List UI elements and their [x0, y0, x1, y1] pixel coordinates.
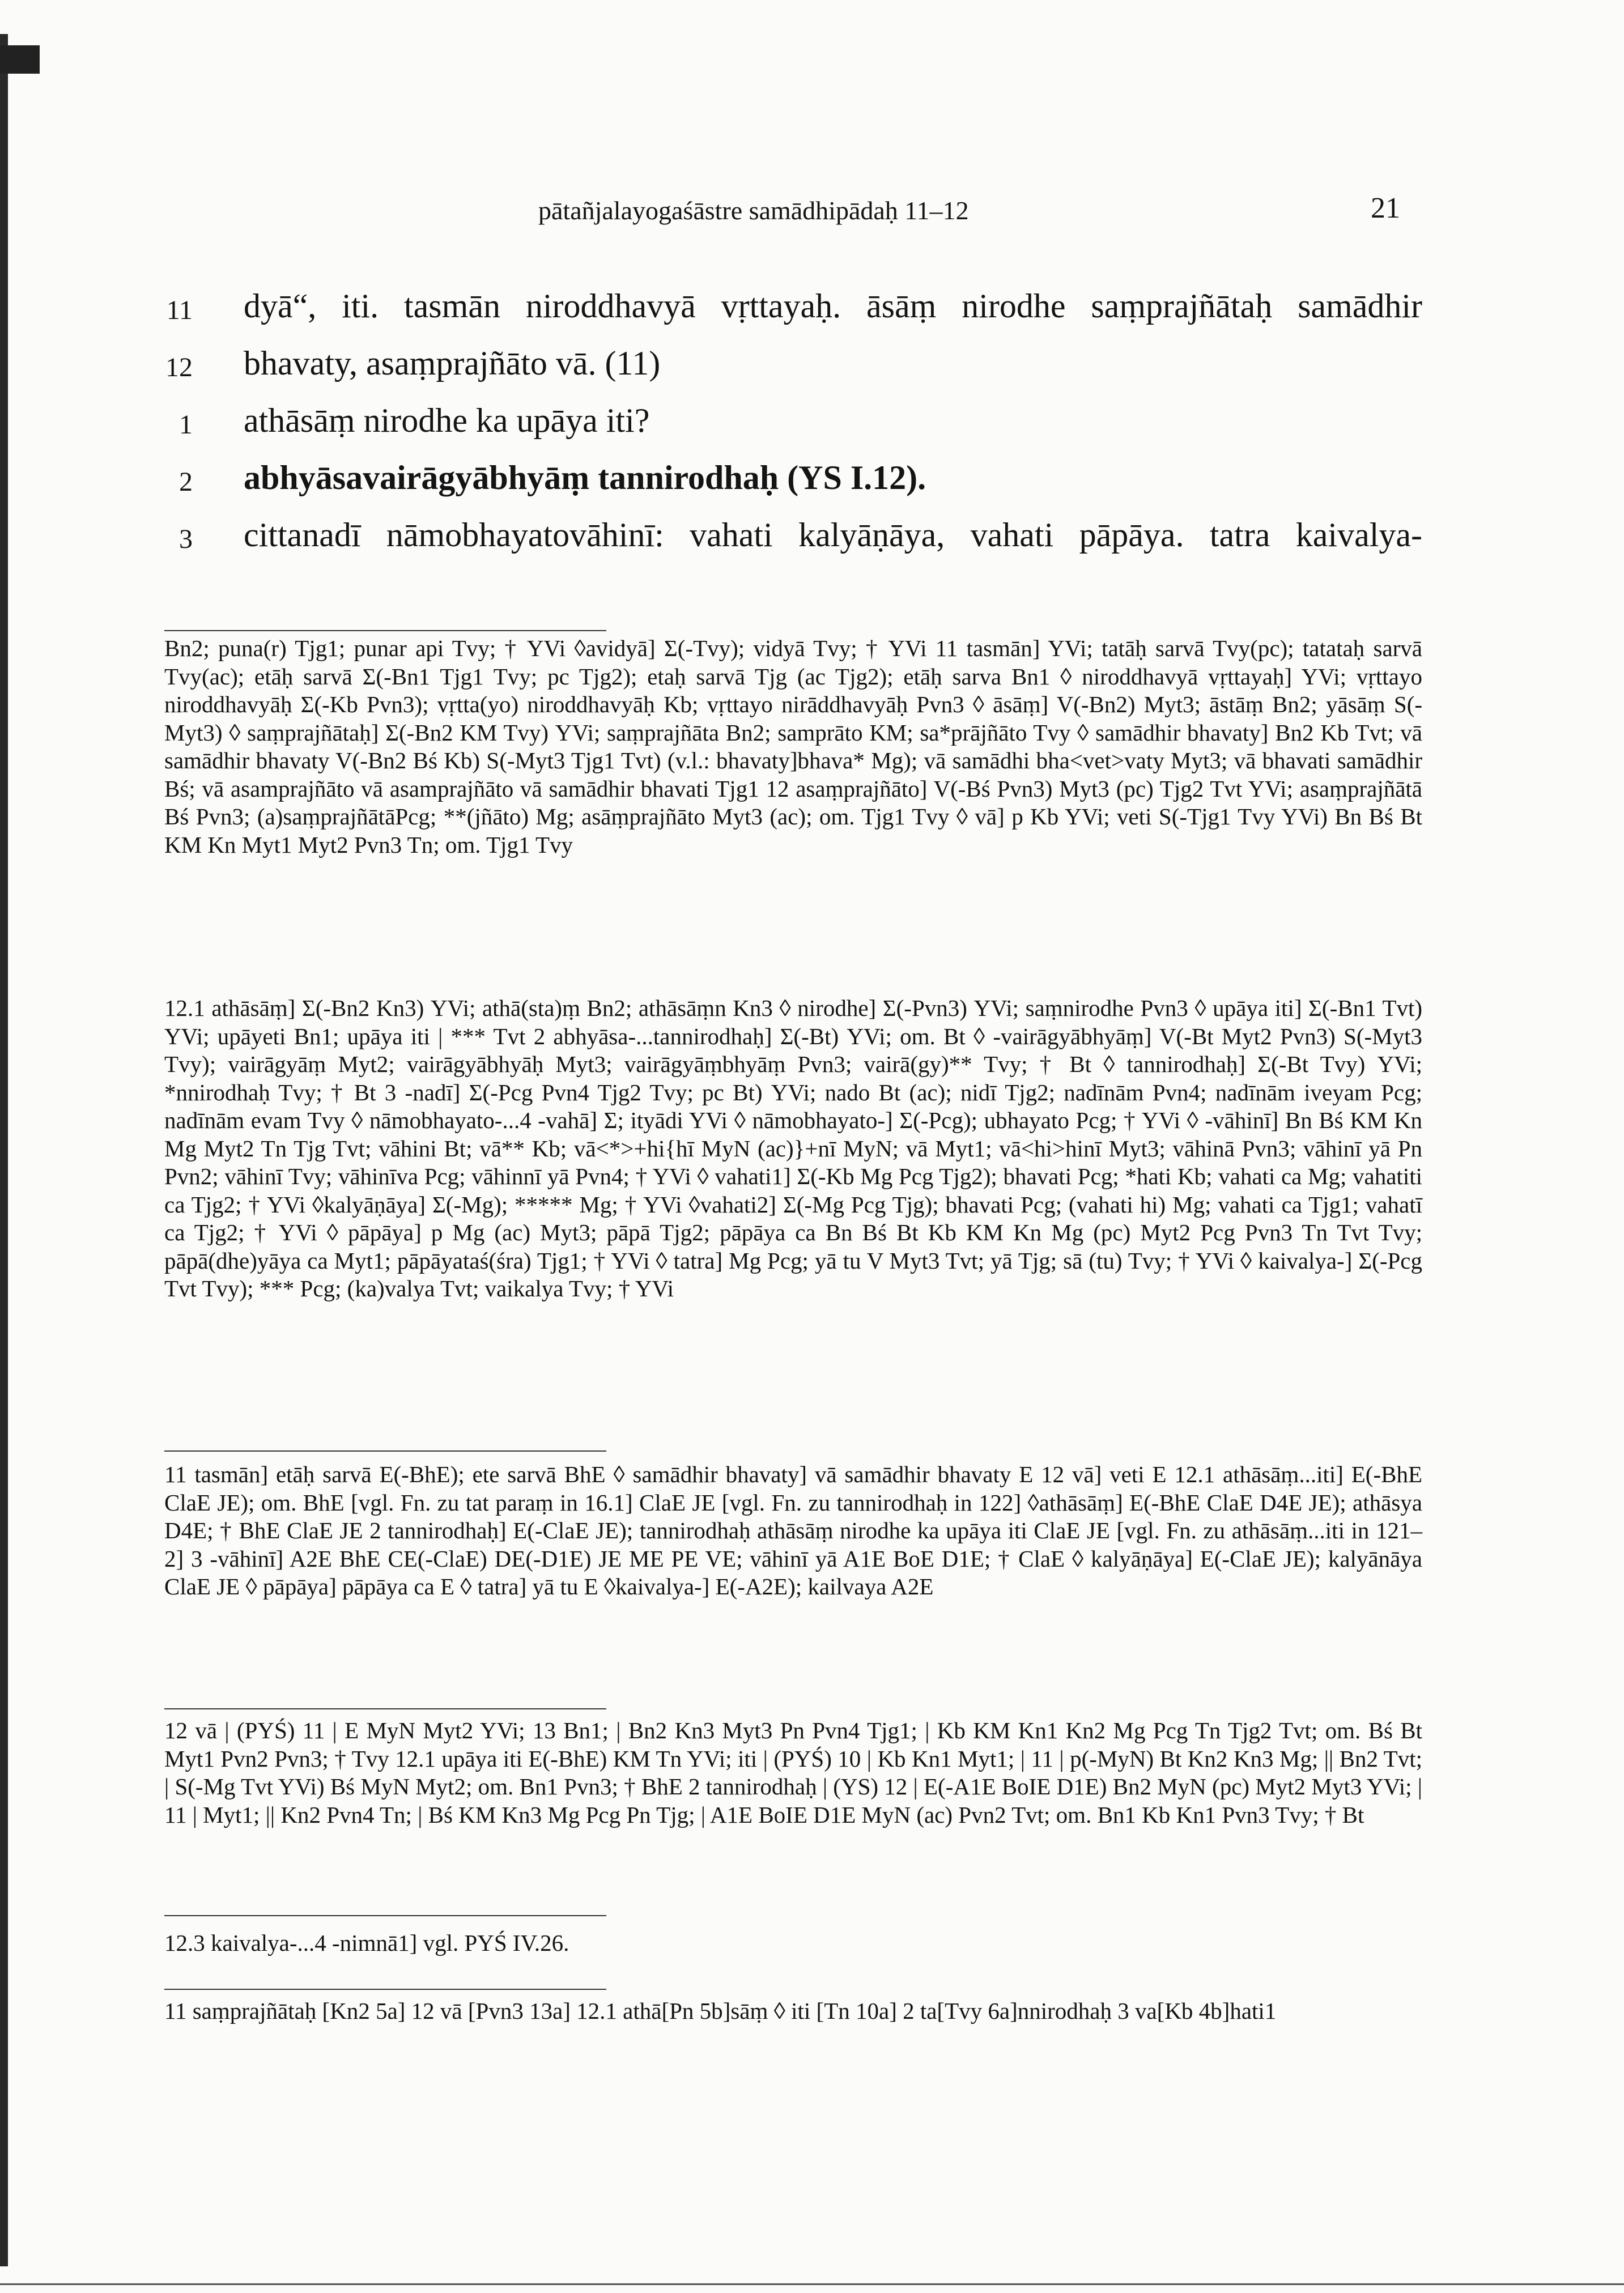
line-number: 3: [179, 524, 193, 554]
apparatus-rule: [164, 1915, 606, 1916]
scan-binding-notch: [0, 45, 40, 74]
apparatus-testimonia: [164, 1929, 1422, 1958]
line-content: dyā“, iti. tasmān niroddhavyā vṛttayaḥ. āsāṃ nirodhe saṃprajñātaḥ samādhir: [244, 287, 1422, 325]
text-line: [159, 401, 1422, 458]
page-number: 21: [1371, 192, 1400, 224]
apparatus-rule: [164, 1989, 606, 1990]
apparatus-text: 12 vā | (PYŚ) 11 | E MyN Myt2 YVi; 13 Bn1; | Bn2 Kn3 Myt3 Pn Pvn4 Tjg1; | Kb KM Kn1 Kn2 Mg Pcg Tn Tjg2 Tvt; om. Bś Bt Myt1 Pvn2 Pvn3; † Tvy 12.1 upāya iti E(-BhE) KM Tn YVi; iti | (PYŚ) 10 | Kb Kn1 Myt1; | 11 | p(-MyN) Bt Kn2 Kn3 Mg; || Bn2 Tvt; | S(-Mg Tvt YVi) Bś MyN Myt2; om. Bn1 Pvn3; † BhE 2 tannirodhaḥ | (YS) 12 | E(-A1E BoIE D1E) Bn2 MyN (pc) Myt2 Myt3 YVi; | 11 | Myt1; || Kn2 Pvn4 Tn; | Bś KM Kn3 Mg Pcg Pn Tjg; | A1E BoIE D1E MyN (ac) Pvn2 Tvt; om. Bn1 Kb Kn1 Pvn3 Tvy; † Bt: [164, 1717, 1422, 1828]
line-content: bhavaty, asaṃprajñāto vā. (11): [244, 344, 661, 382]
apparatus-text: 12.1 athāsāṃ] Σ(-Bn2 Kn3) YVi; athā(sta)ṃ Bn2; athāsāṃn Kn3 ◊ nirodhe] Σ(-Pvn3) YVi; saṃnirodhe Pvn3 ◊ upāya iti] Σ(-Bn1 Tvt) YVi; upāyeti Bn1; upāya iti | *** Tvt 2 abhyāsa-...tannirodhaḥ] Σ(-Bt) YVi; om. Bt ◊ -vairāgyābhyāṃ] V(-Bt Myt2 Pvn3) S(-Myt3 Tvy); vairāgyāṃ Myt2; vairāgyābhyāḥ Myt3; vairāgyāṃbhyāṃ Pvn3; vairā(gy)** Tvy; † Bt ◊ tannirodhaḥ] Σ(-Bt Tvy) YVi; *nnirodhaḥ Tvy; † Bt 3 -nadī] Σ(-Pcg Pvn4 Tjg2 Tvy; pc Bt) YVi; nado Bt (ac); nidī Tjg2; nadīnām Pvn4; nadīnām iveyam Pcg; nadīnām evam Tvy ◊ nāmobhayato-...4 -vahā] Σ; ityādi YVi ◊ nāmobhayato-] Σ(-Pcg); ubhayato Pcg; † YVi ◊ -vāhinī] Bn Bś KM Kn Mg Myt2 Tn Tjg Tvt; vāhini Bt; vā** Kb; vā<*>+hi{hī MyN (ac)}+nī MyN; vā Myt1; vā<hi>hinī Myt3; vāhinā Pvn3; vāhinī yā Pn Pvn2; vāhinī Tvy; vāhinīva Pcg; vāhinnī yā Pvn4; † YVi ◊ vahati1] Σ(-Kb Mg Pcg Tjg2); bhavati Pcg; *hati Kb; vahati ca Mg; vahatiti ca Tjg2; † YVi ◊kalyāṇāya] Σ(-Mg); ***** Mg; † YVi ◊vahati2] Σ(-Mg Pcg Tjg); bhavati Pcg; (vahati hi) Mg; vahati ca Tjg1; vahatī ca Tjg2; † YVi ◊ pāpāya] p Mg (ac) Myt3; pāpā Tjg2; pāpāya ca Bn Bś Bt Kb KM Kn Mg (pc) Myt2 Pcg Pvn3 Tn Tvt Tvy; pāpā(dhe)yāya ca Myt1; pāpāyataś(śra) Tjg1; † YVi ◊ tatra] Mg Pcg; yā tu V Myt3 Tvt; yā Tjg; sā (tu) Tvy; † YVi ◊ kaivalya-] Σ(-Pcg Tvt Tvy); *** Pcg; (ka)valya Tvt; vaikalya Tvy; † YVi: [164, 995, 1422, 1301]
apparatus-folios: [164, 1997, 1422, 2026]
line-number: 12: [165, 352, 193, 382]
text-line: [159, 458, 1422, 515]
line-content: cittanadī nāmobhayatovāhinī: vahati kalyāṇāya, vahati pāpāya. tatra kaivalya-: [244, 516, 1422, 554]
text-line: [159, 343, 1422, 401]
line-content: athāsāṃ nirodhe ka upāya iti?: [244, 402, 650, 439]
apparatus-tibetan: [164, 1461, 1422, 1601]
line-number: 2: [179, 467, 193, 497]
scan-edge-line: [0, 2283, 1624, 2285]
main-text: [159, 286, 1422, 572]
apparatus-rule: [164, 1450, 606, 1452]
line-number: 11: [166, 295, 193, 325]
apparatus-text: 12.3 kaivalya-...4 -nimnā1] vgl. PYŚ IV.26.: [164, 1930, 569, 1956]
running-title: pātañjalayogaśāstre samādhipādaḥ 11–12: [538, 196, 969, 225]
apparatus-rule: [164, 1708, 606, 1709]
scan-binding-edge: [0, 34, 8, 2266]
text-line: [159, 286, 1422, 343]
apparatus-text: 11 saṃprajñātaḥ [Kn2 5a] 12 vā [Pvn3 13a] 12.1 athā[Pn 5b]sāṃ ◊ iti [Tn 10a] 2 ta[Tvy 6a]nnirodhaḥ 3 va[Kb 4b]hati1: [164, 1998, 1277, 2024]
apparatus-sanskrit-2: [164, 994, 1422, 1303]
sutra-line: abhyāsavairāgyābhyāṃ tannirodhaḥ (YS I.12).: [244, 459, 926, 496]
text-line: [159, 515, 1422, 572]
apparatus-text: Bn2; puna(r) Tjg1; punar api Tvy; † YVi ◊avidyā] Σ(-Tvy); vidyā Tvy; † YVi 11 tasmān] YVi; tatāḥ sarvā Tvy(pc); tatataḥ sarvā Tvy(ac); etāḥ sarvā Σ(-Bn1 Tjg1 Tvy; pc Tjg2); etaḥ sarvā Tjg (ac Tjg2); etāḥ sarva Bn1 ◊ niroddhavyā vṛttayaḥ] YVi; vṛttayo niroddhavyāḥ Σ(-Kb Pvn3); vṛtta(yo) niroddhavyāḥ Kb; vṛttayo nirāddhavyāḥ Pvn3 ◊ āsāṃ] V(-Bn2) Myt3; āstāṃ Bn2; yāsāṃ S(-Myt3) ◊ saṃprajñātaḥ] Σ(-Bn2 KM Tvy) YVi; saṃprajñāta Bn2; samprāto KM; sa*prājñāto Tvy ◊ samādhir bhavaty] Bn2 Kb Tvt; vā samādhir bhavaty V(-Bn2 Bś Kb) S(-Myt3 Tjg1 Tvt) (v.l.: bhavaty]bhava* Mg); vā samādhi bha<vet>vaty Myt3; vā bhavati samādhir Bś; vā asamprajñāto vā asamprajñāto vā samādhir bhavati Tjg1 12 asaṃprajñāto] V(-Bś Pvn3) Myt3 (pc) Tjg2 Tvt YVi; asaṃprajñātā Bś Pvn3; (a)saṃprajñātāPcg; **(jñāto) Mg; asāṃprajñāto Myt3 (ac); om. Tjg1 Tvy ◊ vā] p Kb YVi; veti S(-Tjg1 Tvy YVi) Bn Bś Bt KM Kn Myt1 Myt2 Pvn3 Tn; om. Tjg1 Tvy: [164, 635, 1422, 858]
apparatus-rule: [164, 630, 606, 631]
apparatus-sanskrit-1: [164, 635, 1422, 859]
apparatus-punctuation: [164, 1717, 1422, 1829]
line-number: 1: [179, 410, 193, 440]
apparatus-text: 11 tasmān] etāḥ sarvā E(-BhE); ete sarvā BhE ◊ samādhir bhavaty] vā samādhir bhavaty E 12 vā] veti E 12.1 athāsāṃ...iti] E(-BhE ClaE JE); om. BhE [vgl. Fn. zu tat paraṃ in 16.1] ClaE JE [vgl. Fn. zu tannirodhaḥ in 122] ◊athāsāṃ] E(-BhE ClaE D4E JE); athāsya D4E; † BhE ClaE JE 2 tannirodhaḥ] E(-ClaE JE); tannirodhaḥ athāsāṃ nirodhe ka upāya iti ClaE JE [vgl. Fn. zu athāsāṃ...iti in 121–2] 3 -vāhinī] A2E BhE CE(-ClaE) DE(-D1E) JE ME PE VE; vāhinī yā A1E BoE D1E; † ClaE ◊ kalyāṇāya] E(-ClaE JE); kalyānāya ClaE JE ◊ pāpāya] pāpāya ca E ◊ tatra] yā tu E ◊kaivalya-] E(-A2E); kailvaya A2E: [164, 1461, 1422, 1599]
